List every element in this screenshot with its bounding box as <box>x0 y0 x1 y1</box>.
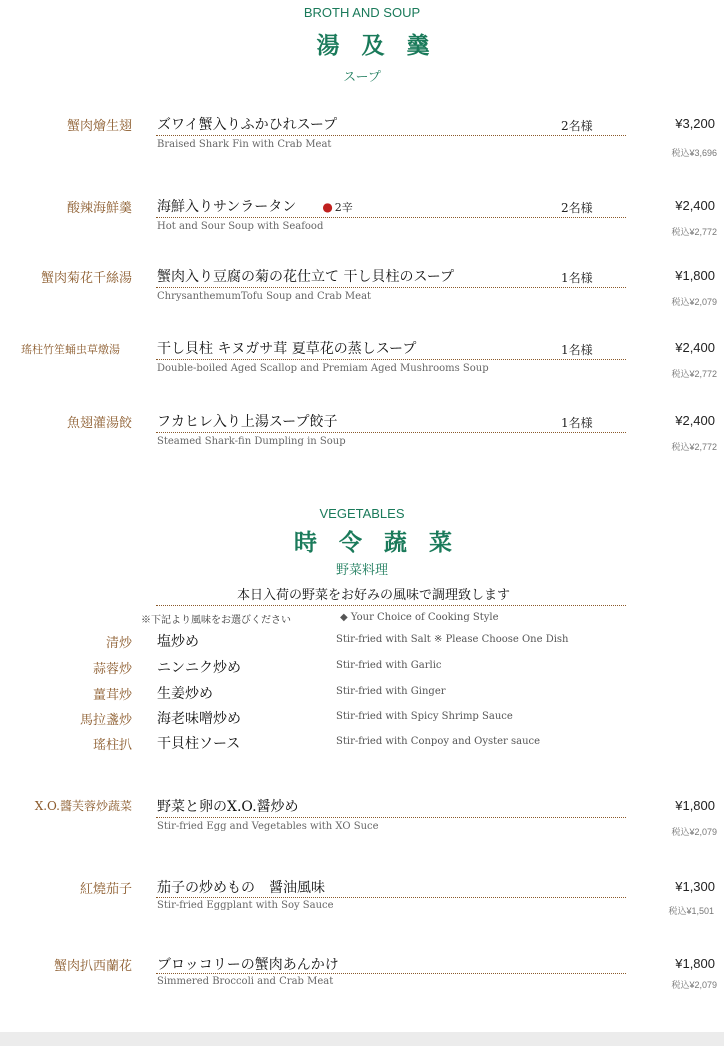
footer-bar <box>0 1032 724 1046</box>
price: ¥1,800 <box>675 956 715 971</box>
style-name-en: Stir-fried with Conpoy and Oyster sauce <box>336 736 541 747</box>
style-name-en: Stir-fried with Garlic <box>336 660 442 671</box>
dish-name-en: Hot and Sour Soup with Seafood <box>157 221 324 232</box>
section-title-zh: 時令蔬菜 <box>294 529 474 556</box>
dish-name-en: Steamed Shark-fin Dumpling in Soup <box>157 436 346 447</box>
price: ¥1,300 <box>675 879 715 894</box>
style-name-jp: ニンニク炒め <box>157 660 241 676</box>
section-title-jp: 野菜料理 <box>335 563 388 578</box>
section-title-zh: 湯及羹 <box>316 32 452 59</box>
dish-name-zh: 瑤柱竹笙蛹虫草燉湯 <box>21 343 120 356</box>
dish-name-zh: 紅燒茄子 <box>79 882 132 897</box>
tax-included-price: 税込¥2,079 <box>671 827 717 837</box>
style-name-zh: 薑茸炒 <box>92 688 132 703</box>
dish-name-zh: 魚翅灌湯餃 <box>66 416 132 431</box>
dish-name-en: Braised Shark Fin with Crab Meat <box>157 139 332 150</box>
tax-included-price: 税込¥2,079 <box>671 297 717 307</box>
style-name-jp: 生姜炒め <box>157 686 213 702</box>
dotted-divider <box>156 135 626 136</box>
style-note-jp: ※下記より風味をお選びください <box>141 615 291 626</box>
spice-level: 2辛 <box>334 201 353 214</box>
dish-name-jp: 野菜と卵のX.O.醤炒め <box>157 799 299 815</box>
price: ¥1,800 <box>675 798 715 813</box>
vegetables-intro: 本日入荷の野菜をお好みの風味で調理致します <box>237 588 511 603</box>
tax-included-price: 税込¥2,772 <box>671 227 717 237</box>
tax-included-price: 税込¥1,501 <box>668 906 714 916</box>
dish-name-zh: X.O.醬芙蓉炒蔬菜 <box>34 799 132 813</box>
section-title-en: VEGETABLES <box>319 506 405 521</box>
style-name-zh: 清炒 <box>105 636 132 651</box>
section-title-en: BROTH AND SOUP <box>303 5 421 20</box>
dish-name-jp: ズワイ蟹入りふかひれスープ <box>157 117 338 133</box>
style-name-zh: 馬拉盞炒 <box>79 713 132 728</box>
dish-name-en: Simmered Broccoli and Crab Meat <box>157 976 334 987</box>
servings: 1名様 <box>561 416 593 430</box>
servings: 2名様 <box>561 119 593 133</box>
dish-name-jp: 干し貝柱 キヌガサ茸 夏草花の蒸しスープ <box>157 341 417 357</box>
tax-included-price: 税込¥2,772 <box>671 369 717 379</box>
style-note-en: ◆ Your Choice of Cooking Style <box>340 612 499 623</box>
style-name-en: Stir-fried with Ginger <box>336 686 446 697</box>
servings: 1名様 <box>561 271 593 285</box>
dish-name-zh: 蟹肉扒西蘭花 <box>53 959 132 974</box>
style-name-en: Stir-fried with Salt ※ Please Choose One Dish <box>336 634 569 645</box>
dotted-divider <box>156 897 626 898</box>
tax-included-price: 税込¥3,696 <box>671 148 717 158</box>
dish-name-jp: フカヒレ入り上湯スープ餃子 <box>157 414 338 430</box>
style-name-jp: 海老味噌炒め <box>157 711 241 727</box>
dotted-divider <box>156 605 626 606</box>
dotted-divider <box>156 817 626 818</box>
tax-included-price: 税込¥2,079 <box>671 980 717 990</box>
price: ¥2,400 <box>675 413 715 428</box>
dish-name-zh: 酸辣海鮮羹 <box>66 201 132 216</box>
dish-name-en: Stir-fried Eggplant with Soy Sauce <box>157 900 334 911</box>
dish-name-en: Double-boiled Aged Scallop and Premiam Aged Mushrooms Soup <box>157 363 489 374</box>
style-name-zh: 瑤柱扒 <box>92 738 132 753</box>
servings: 2名様 <box>561 201 593 215</box>
dish-name-en: ChrysanthemumTofu Soup and Crab Meat <box>157 291 372 302</box>
dotted-divider <box>156 973 626 974</box>
dish-name-jp <box>157 196 353 216</box>
chili-pepper-icon: ● <box>322 200 333 214</box>
tax-included-price: 税込¥2,772 <box>671 442 717 452</box>
dotted-divider <box>156 217 626 218</box>
dish-name-jp: ブロッコリーの蟹肉あんかけ <box>157 957 339 973</box>
style-name-zh: 蒜蓉炒 <box>92 662 132 677</box>
dish-name-zh: 蟹肉菊花千絲湯 <box>40 271 132 286</box>
dish-name-en: Stir-fried Egg and Vegetables with XO Suce <box>157 821 379 832</box>
servings: 1名様 <box>561 343 593 357</box>
price: ¥2,400 <box>675 198 715 213</box>
dish-name-jp: 茄子の炒めもの 醤油風味 <box>157 880 325 896</box>
dotted-divider <box>156 287 626 288</box>
dish-name-jp: 蟹肉入り豆腐の菊の花仕立て 干し貝柱のスープ <box>157 269 455 285</box>
price: ¥3,200 <box>675 116 715 131</box>
dish-name-zh: 蟹肉燴生翅 <box>66 119 132 134</box>
style-name-jp: 塩炒め <box>157 634 199 650</box>
dish-name-jp-text: 海鮮入りサンラータン <box>157 199 297 215</box>
style-name-jp: 干貝柱ソース <box>157 736 241 752</box>
section-title-jp: スープ <box>343 70 381 85</box>
dotted-divider <box>156 432 626 433</box>
style-name-en: Stir-fried with Spicy Shrimp Sauce <box>336 711 513 722</box>
dotted-divider <box>156 359 626 360</box>
price: ¥1,800 <box>675 268 715 283</box>
price: ¥2,400 <box>675 340 715 355</box>
